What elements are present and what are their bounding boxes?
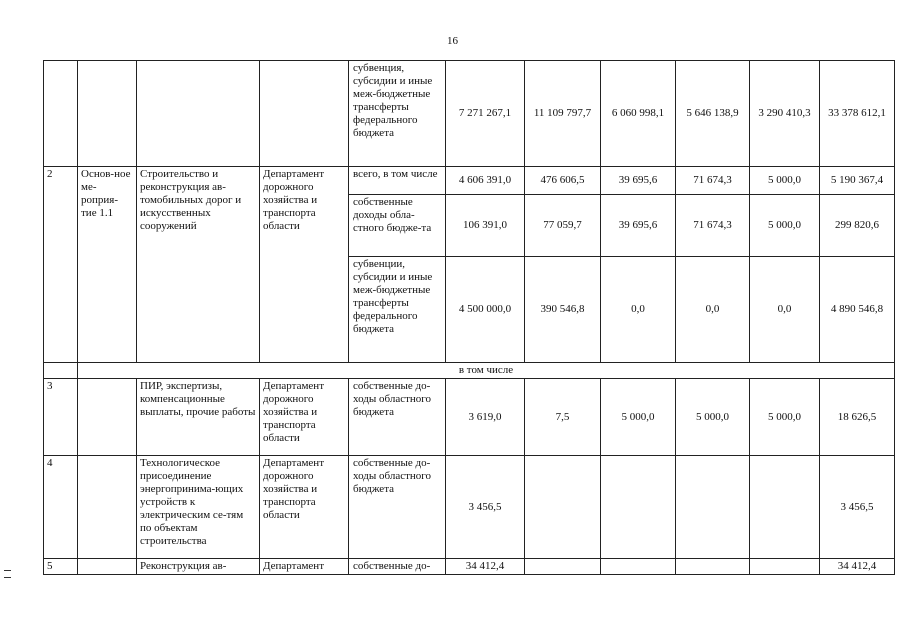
funding-source-cell: всего, в том числе [349, 167, 446, 195]
funding-source-cell: собственные до-ходы областного бюджета [349, 379, 446, 456]
value-cell: 3 619,0 [446, 379, 525, 456]
executor-cell: Департамент дорожного хозяйства и транспорта области [260, 379, 349, 456]
value-cell: 3 456,5 [446, 456, 525, 559]
value-cell: 5 000,0 [750, 195, 820, 257]
value-cell [676, 456, 750, 559]
value-cell: 476 606,5 [525, 167, 601, 195]
table-row [44, 456, 895, 559]
event-cell [78, 559, 137, 575]
value-cell: 39 695,6 [601, 167, 676, 195]
value-cell [525, 559, 601, 575]
value-cell [676, 559, 750, 575]
value-cell: 0,0 [601, 257, 676, 363]
funding-source-cell: собственные до-ходы областного бюджета [349, 456, 446, 559]
total-value-cell: 5 190 367,4 [820, 167, 895, 195]
row-number-cell: 5 [44, 559, 78, 575]
total-value-cell: 4 890 546,8 [820, 257, 895, 363]
table-row [44, 559, 895, 575]
value-cell [750, 456, 820, 559]
value-cell: 5 000,0 [676, 379, 750, 456]
executor-cell [260, 61, 349, 167]
funding-source-cell: субвенции, субсидии и иные меж-бюджетные трансферты федерального бюджета [349, 257, 446, 363]
table-row [44, 61, 895, 167]
event-cell: Основ-ное ме-роприя-тие 1.1 [78, 167, 137, 363]
funding-source-cell: собственные доходы обла-стного бюдже-та [349, 195, 446, 257]
funding-source-cell: субвенция, субсидии и иные меж-бюджетные трансферты федерального бюджета [349, 61, 446, 167]
table-row [44, 167, 895, 195]
value-cell: 39 695,6 [601, 195, 676, 257]
event-cell [78, 61, 137, 167]
name-cell: Строительство и реконструкция ав-томобильных дорог и искусственных сооружений [137, 167, 260, 363]
total-value-cell: 33 378 612,1 [820, 61, 895, 167]
value-cell: 7 271 267,1 [446, 61, 525, 167]
total-value-cell: 299 820,6 [820, 195, 895, 257]
page-number: 16 [447, 35, 458, 47]
executor-cell: Департамент дорожного хозяйства и транспорта области [260, 456, 349, 559]
total-value-cell: 34 412,4 [820, 559, 895, 575]
value-cell: 6 060 998,1 [601, 61, 676, 167]
margin-mark [4, 570, 11, 578]
value-cell: 77 059,7 [525, 195, 601, 257]
value-cell: 106 391,0 [446, 195, 525, 257]
value-cell: 34 412,4 [446, 559, 525, 575]
event-cell [78, 379, 137, 456]
value-cell: 11 109 797,7 [525, 61, 601, 167]
event-cell [78, 456, 137, 559]
subheader-cell: в том числе [78, 363, 895, 379]
name-cell: Реконструкция ав- [137, 559, 260, 575]
name-cell [137, 61, 260, 167]
value-cell: 5 000,0 [750, 379, 820, 456]
value-cell: 0,0 [750, 257, 820, 363]
value-cell: 3 290 410,3 [750, 61, 820, 167]
row-number-cell: 4 [44, 456, 78, 559]
funding-source-cell: собственные до- [349, 559, 446, 575]
value-cell: 4 500 000,0 [446, 257, 525, 363]
value-cell [525, 456, 601, 559]
value-cell: 5 646 138,9 [676, 61, 750, 167]
total-value-cell: 18 626,5 [820, 379, 895, 456]
row-number-cell [44, 61, 78, 167]
value-cell: 5 000,0 [601, 379, 676, 456]
executor-cell: Департамент дорожного хозяйства и транспорта области [260, 167, 349, 363]
total-value-cell: 3 456,5 [820, 456, 895, 559]
row-number-cell [44, 363, 78, 379]
name-cell: ПИР, экспертизы, компенсационные выплаты, прочие работы [137, 379, 260, 456]
value-cell: 71 674,3 [676, 195, 750, 257]
value-cell: 0,0 [676, 257, 750, 363]
row-number-cell: 2 [44, 167, 78, 363]
value-cell [601, 456, 676, 559]
name-cell: Технологическое присоединение энергопринима-ющих устройств к электрическим се-тям по объектам строительства [137, 456, 260, 559]
value-cell: 4 606 391,0 [446, 167, 525, 195]
executor-cell: Департамент [260, 559, 349, 575]
value-cell: 390 546,8 [525, 257, 601, 363]
table-row [44, 379, 895, 456]
subheader-row [44, 363, 895, 379]
value-cell: 71 674,3 [676, 167, 750, 195]
row-number-cell: 3 [44, 379, 78, 456]
budget-table [43, 60, 895, 575]
value-cell [601, 559, 676, 575]
value-cell: 7,5 [525, 379, 601, 456]
value-cell: 5 000,0 [750, 167, 820, 195]
value-cell [750, 559, 820, 575]
